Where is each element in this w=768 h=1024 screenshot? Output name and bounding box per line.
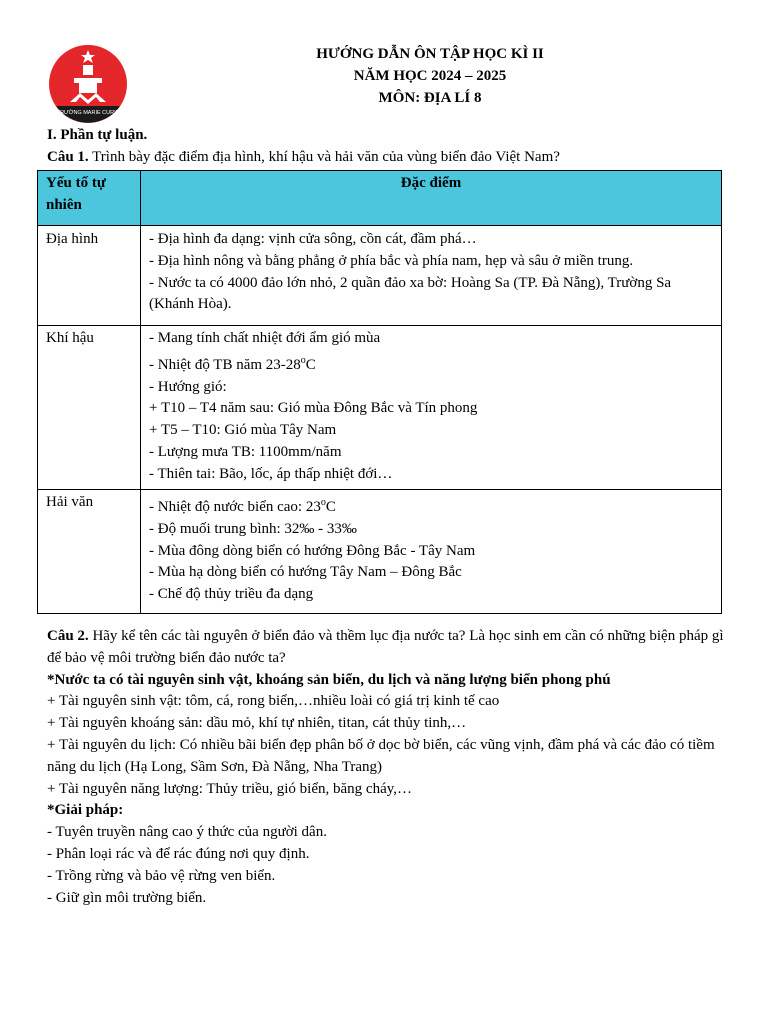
feature-line: - Lượng mưa TB: 1100mm/năm <box>149 443 342 460</box>
solution-line: - Giữ gìn môi trường biển. <box>47 889 207 906</box>
feature-line: - Nước ta có 4000 đảo lớn nhỏ, 2 quần đảo xa bờ: Hoàng Sa (TP. Đà Nẵng), Trường Sa (Khánh Hòa). <box>149 274 672 313</box>
feature-line: - Độ muối trung bình: 32‰ - 33‰ <box>149 520 357 537</box>
table-row <box>38 226 722 326</box>
question-2-prompt: Câu 2. Hãy kể tên các tài nguyên ở biển đảo và thềm lục địa nước ta? Là học sinh em cần có những biện pháp gì để bảo vệ môi trường biển đảo nước ta? <box>47 628 724 666</box>
resource-line: + Tài nguyên năng lượng: Thủy triều, gió biển, băng cháy,… <box>47 780 413 797</box>
resources-heading: *Nước ta có tài nguyên sinh vật, khoáng sản biển, du lịch và năng lượng biển phong phú <box>47 671 611 688</box>
solutions-heading: *Giải pháp: <box>47 802 124 819</box>
resource-line: + Tài nguyên sinh vật: tôm, cá, rong biển,…nhiều loài có giá trị kinh tế cao <box>47 693 500 710</box>
school-logo <box>46 44 132 124</box>
feature-line: - Địa hình nông và bằng phẳng ở phía bắc và phía nam, hẹp và sâu ở miền trung. <box>149 252 634 269</box>
document-header <box>180 43 680 109</box>
resource-line: + Tài nguyên du lịch: Có nhiều bãi biển đẹp phân bố ở dọc bờ biển, các vũng vịnh, đầm phá và các đảo có tiềm năng du lịch (Hạ Long, Sầm Sơn, Đà Nẵng, Nha Trang) <box>47 736 715 775</box>
header-title: HƯỚNG DẪN ÔN TẬP HỌC KÌ II <box>316 46 544 62</box>
feature-line: - Nhiệt độ nước biển cao: 23$^o$C <box>149 497 336 515</box>
row-factor: Khí hậu <box>38 326 141 490</box>
row-factor: Địa hình <box>38 226 141 326</box>
row-factor: Hải văn <box>38 490 141 614</box>
feature-line: - Thiên tai: Bão, lốc, áp thấp nhiệt đới… <box>149 465 393 482</box>
feature-line: + T5 – T10: Gió mùa Tây Nam <box>149 422 337 439</box>
feature-line: - Hướng gió: <box>149 378 227 395</box>
feature-line: - Nhiệt độ TB năm 23-28$^o$C <box>149 354 316 373</box>
header-school-year: NĂM HỌC 2024 – 2025 <box>353 68 507 84</box>
question-1 <box>47 147 560 167</box>
feature-line: - Chế độ thủy triều đa dạng <box>149 586 314 603</box>
solution-line: - Tuyên truyền nâng cao ý thức của người dân. <box>47 824 327 841</box>
header-subject: MÔN: ĐỊA LÍ 8 <box>378 90 482 106</box>
table-header-factor: Yếu tố tự nhiên <box>38 171 141 226</box>
resource-line: + Tài nguyên khoáng sản: dầu mỏ, khí tự nhiên, titan, cát thủy tinh,… <box>47 715 467 732</box>
table-row <box>38 490 722 614</box>
solution-line: - Trồng rừng và bảo vệ rừng ven biển. <box>47 867 276 884</box>
feature-line: - Mùa hạ dòng biển có hướng Tây Nam – Đông Bắc <box>149 564 462 581</box>
feature-line: + T10 – T4 năm sau: Gió mùa Đông Bắc và Tín phong <box>149 400 478 417</box>
row-features <box>141 226 722 326</box>
table-row <box>38 326 722 490</box>
question-1-text: Trình bày đặc điểm địa hình, khí hậu và hải văn của vùng biển đảo Việt Nam? <box>88 149 560 165</box>
row-features <box>141 326 722 490</box>
feature-line: - Địa hình đa dạng: vịnh cửa sông, cồn cát, đầm phá… <box>149 231 477 247</box>
question-1-label: Câu 1. <box>47 149 89 165</box>
row-features <box>141 490 722 614</box>
logo-caption: TRƯỜNG MARIE CURIE <box>56 110 120 116</box>
section-title: I. Phần tự luận. <box>47 127 148 143</box>
features-table <box>37 170 722 614</box>
table-header-features: Đặc điểm <box>141 171 722 226</box>
feature-line: - Mùa đông dòng biển có hướng Đông Bắc - Tây Nam <box>149 542 476 559</box>
solution-line: - Phân loại rác và để rác đúng nơi quy định. <box>47 845 310 862</box>
feature-line: - Mang tính chất nhiệt đới ẩm gió mùa <box>149 330 381 346</box>
question-2 <box>47 626 727 909</box>
